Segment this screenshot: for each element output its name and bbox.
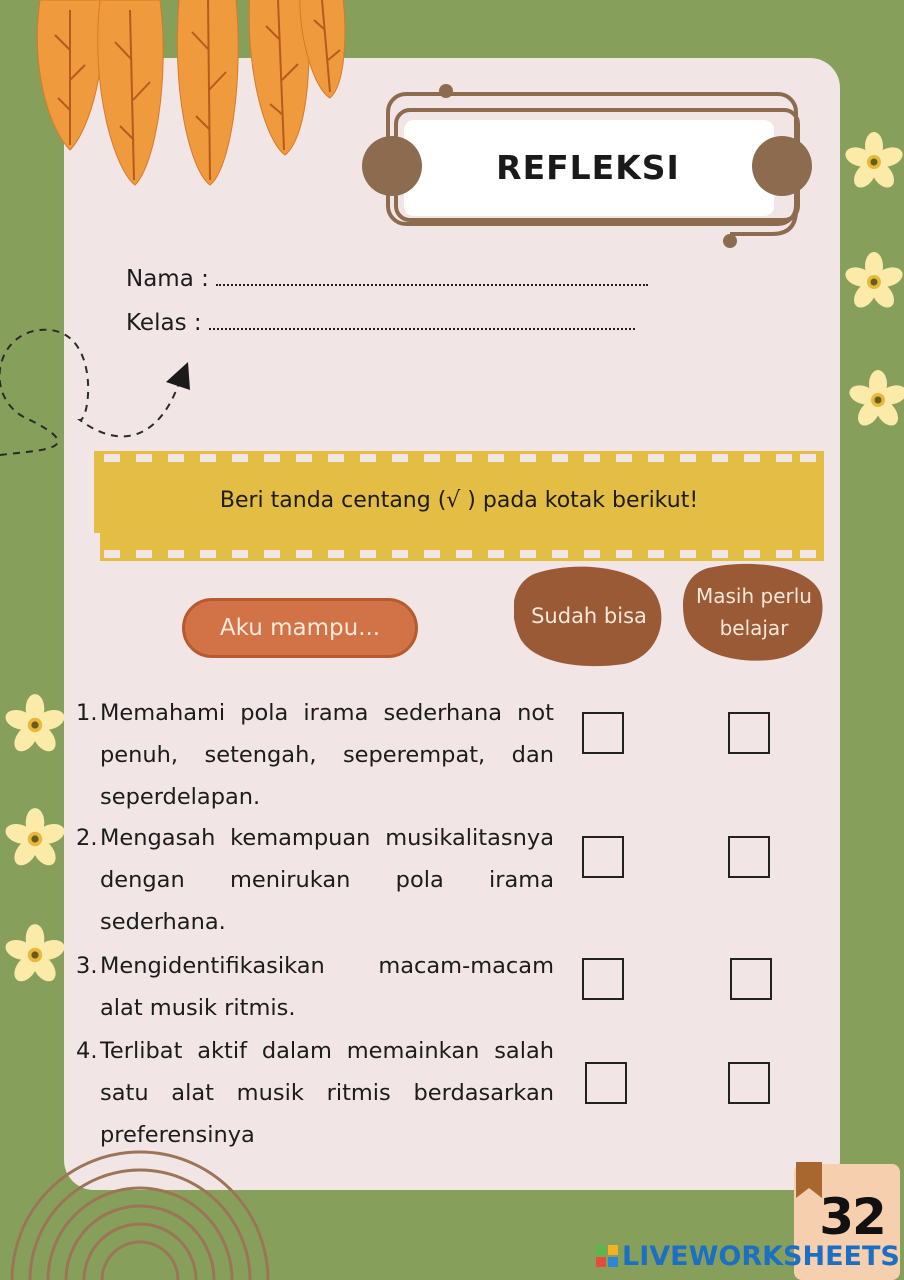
- checkbox-item2-done[interactable]: [582, 836, 624, 878]
- col-need-line2: belajar: [719, 616, 789, 640]
- list-item: [76, 692, 554, 818]
- item-number: 3.: [76, 953, 98, 979]
- dashed-arrow-decoration: [0, 320, 200, 470]
- item-text: Memahami pola irama sederhana not penuh, setengah, seperempat, dan seperdelapan.: [100, 700, 554, 810]
- checkbox-item3-done[interactable]: [582, 958, 624, 1000]
- checkbox-item1-need[interactable]: [728, 712, 770, 754]
- class-field: [126, 310, 635, 336]
- flower-icon: [2, 806, 68, 872]
- item-text: Mengasah kemampuan musikalitasnya dengan menirukan pola irama sederhana.: [100, 825, 554, 935]
- flower-icon: [846, 368, 904, 432]
- liveworksheets-logo-icon: [596, 1245, 618, 1267]
- class-input-line[interactable]: [209, 310, 635, 330]
- item-number: 1.: [76, 700, 98, 726]
- instruction-text: Beri tanda centang (√ ) pada kotak berikut!: [219, 487, 699, 513]
- list-item: [76, 945, 554, 1029]
- flower-icon: [2, 692, 68, 758]
- item-number: 2.: [76, 825, 98, 851]
- name-field: [126, 266, 648, 292]
- page-number: 32: [819, 1188, 885, 1246]
- list-item: [76, 817, 554, 943]
- item-number: 4.: [76, 1038, 98, 1064]
- flower-icon: [2, 922, 68, 988]
- brand-text: LIVEWORKSHEETS: [622, 1240, 900, 1272]
- flower-icon: [842, 130, 904, 194]
- name-input-line[interactable]: [216, 266, 648, 286]
- name-label: Nama :: [126, 266, 209, 292]
- checkbox-item3-need[interactable]: [730, 958, 772, 1000]
- checkbox-item4-done[interactable]: [585, 1062, 627, 1104]
- item-text: Mengidentifikasikan macam-macam alat musik ritmis.: [100, 953, 554, 1021]
- col-done-label: Sudah bisa: [531, 604, 647, 628]
- page-title: REFLEKSI: [496, 147, 680, 187]
- col-need-line1: Masih perlu: [696, 584, 812, 608]
- list-item: [76, 1030, 554, 1156]
- checkbox-item1-done[interactable]: [582, 712, 624, 754]
- arcs-decoration: [0, 1140, 300, 1280]
- ability-label: Aku mampu...: [182, 598, 418, 658]
- col-need-label: [682, 570, 826, 654]
- item-text: Terlibat aktif dalam memainkan salah satu alat musik ritmis berdasarkan preferensinya: [100, 1038, 554, 1148]
- flower-icon: [842, 250, 904, 314]
- liveworksheets-logo: [596, 1240, 900, 1272]
- leaves-decoration: [30, 0, 360, 210]
- checkbox-item2-need[interactable]: [728, 836, 770, 878]
- class-label: Kelas :: [126, 310, 202, 336]
- checkbox-item4-need[interactable]: [728, 1062, 770, 1104]
